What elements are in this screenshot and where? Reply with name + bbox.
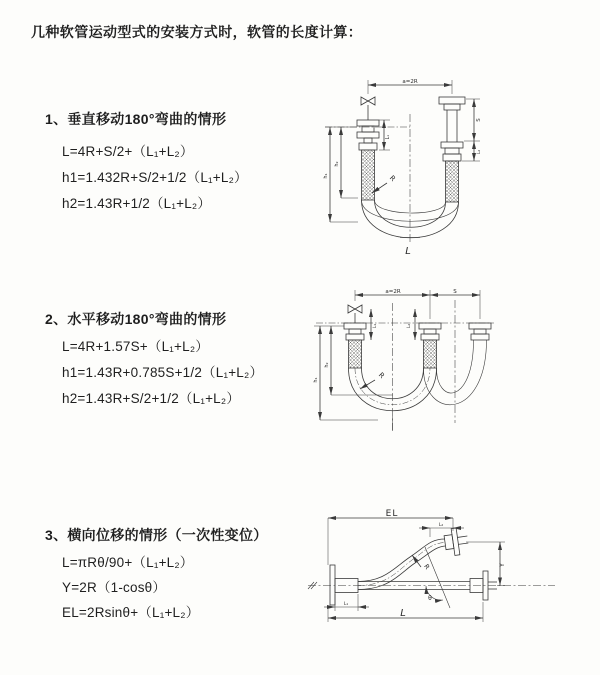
section-2-formula-h2: h2=1.43R+S/2+1/2（L₁+L₂）: [62, 391, 241, 406]
left-flange-fitting: [330, 565, 358, 605]
section-2-heading: 2、水平移动180°弯曲的情形: [45, 311, 227, 327]
diagram-lateral-displacement: [300, 505, 600, 660]
section-1-heading: 1、垂直移动180°弯曲的情形: [45, 111, 227, 127]
dim-label-h2: h₂: [324, 362, 330, 368]
dim-label-l2: L₂: [407, 323, 412, 329]
diagram-horizontal-180-bend: [298, 283, 600, 463]
dim-label-s: S: [476, 118, 482, 122]
right-pipe-fitting: [469, 323, 491, 340]
dim-label-h2: h₂: [334, 161, 340, 167]
valve-icon: [361, 97, 375, 105]
section-3-heading: 3、横向位移的情形（一次性变位）: [45, 527, 268, 543]
radius-label: R: [422, 562, 432, 572]
diagram2-linework: [314, 290, 494, 433]
angle-label: θ: [428, 595, 432, 602]
braided-hose-section: [424, 340, 437, 368]
dim-label-l2: L₂: [477, 149, 482, 155]
dim-label-a2r: a=2R: [402, 79, 418, 85]
dim-label-l1: L₁: [386, 134, 391, 140]
dim-label-el: EL: [385, 509, 399, 519]
hose-curves: [349, 340, 487, 411]
section-3-formula-EL: EL=2Rsinθ+（L₁+L₂）: [62, 605, 200, 620]
valve-icon: [348, 305, 362, 313]
diagram-vertical-180-bend: [300, 72, 590, 262]
dim-label-l1: L₁: [373, 323, 378, 329]
braided-hose-section: [349, 340, 362, 368]
section-1-formula-L: L=4R+S/2+（L₁+L₂）: [62, 144, 194, 159]
left-pipe-fitting: [357, 120, 379, 200]
dim-label-l: L: [400, 608, 406, 619]
dim-label-l2: L₂: [438, 523, 444, 528]
dim-label-a2r: a=2R: [385, 289, 401, 295]
diagram3-labels: [344, 509, 506, 619]
diagram2-labels: [313, 289, 457, 383]
length-label: L: [405, 246, 411, 257]
radius-label: R: [376, 371, 386, 381]
right-upper-flange-fitting: [443, 527, 470, 557]
dim-label-s: S: [453, 289, 457, 295]
radius-label: R: [387, 174, 397, 184]
middle-pipe-fitting: [419, 323, 441, 368]
dim-label-h1: h₁: [313, 377, 319, 383]
dim-label-l1: L₁: [343, 602, 349, 607]
section-1-formula-h2: h2=1.43R+1/2（L₁+L₂）: [62, 196, 212, 211]
section-1-formula-h1: h1=1.432R+S/2+1/2（L₁+L₂）: [62, 170, 248, 185]
section-3-formula-Y: Y=2R（1-cosθ）: [62, 580, 167, 595]
left-pipe-fitting: [344, 323, 366, 368]
page-title: 几种软管运动型式的安装方式时，软管的长度计算：: [31, 24, 363, 40]
braided-hose-section: [446, 161, 459, 202]
section-2-formula-h1: h1=1.43R+0.785S+1/2（L₁+L₂）: [62, 365, 264, 380]
dim-label-y: Y: [498, 563, 506, 567]
dim-label-h1: h₁: [323, 173, 329, 179]
section-2-formula-L: L=4R+1.57S+（L₁+L₂）: [62, 339, 209, 354]
section-3-formula-L: L=πRθ/90+（L₁+L₂）: [62, 555, 194, 570]
diagram1-linework: [325, 80, 480, 244]
right-pipe-fitting: [439, 97, 465, 202]
